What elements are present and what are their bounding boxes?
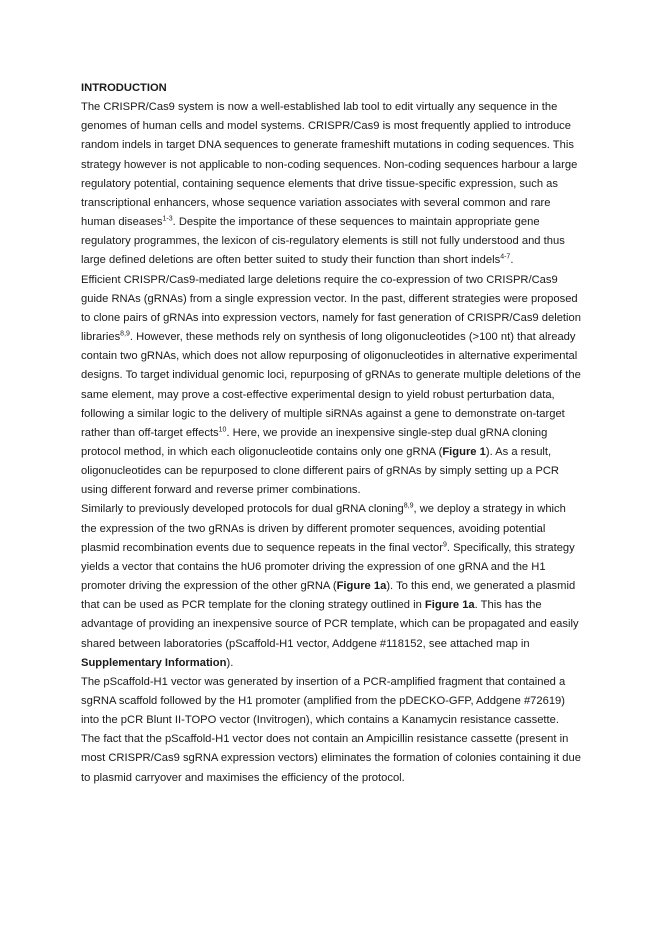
- figure-ref: Figure 1: [442, 445, 486, 458]
- text-segment: ). To this end, we generated a plasmid that can be used as PCR template for the cloning strategy outlined in: [81, 580, 576, 612]
- paragraph-vector: [81, 673, 581, 788]
- text-segment: . Despite the importance of these sequences to maintain appropriate gene regulatory programmes, the lexicon of cis-regulatory elements is still not fully understood and thus large defined deletions are often better suited to study their function than short indels: [81, 216, 565, 267]
- section-heading: INTRODUCTION: [81, 82, 167, 94]
- text-segment: The pScaffold-H1 vector was generated by insertion of a PCR-amplified fragment that contained a sgRNA scaffold followed by the H1 promoter (amplified from the pDECKO-GFP, Addgene #72619) into the pCR Blunt II-TOPO vector (Invitrogen), which contains a Kanamycin resistance cassette. The fact that the pScaffold-H1 vector does not contain an Ampicillin resistance cassette (present in most CRISPR/Cas9 sgRNA expression vectors) eliminates the formation of colonies containing it due to plasmid carryover and maximises the efficiency of the protocol.: [81, 675, 581, 784]
- supplementary-ref: Supplementary Information: [81, 656, 227, 669]
- text-segment: ).: [226, 656, 234, 669]
- figure-ref: Figure 1a: [424, 599, 475, 612]
- text-segment: ). As a result, oligonucleotides can be repurposed to clone different pairs of gRNAs by simply setting up a PCR using different forward and reverse primer combinations.: [81, 445, 560, 497]
- text-segment: The CRISPR/Cas9 system is now a well-established lab tool to edit virtually any sequence in the genomes of human cells and model systems. CRISPR/Cas9 is most frequently applied to introduce random indels in target DNA sequences to generate frameshift mutations in coding sequences. This strategy however is not applicable to non-coding sequences. Non-coding sequences harbour a large regulatory potential, containing sequence elements that drive tissue-specific expression, such as transcriptional enhancers, whose sequence variation associates with several common and rare human diseases: [81, 101, 578, 229]
- text-segment: Efficient CRISPR/Cas9-mediated large deletions require the co-expression of two CRISPR/Cas9 guide RNAs (gRNAs) from a single expression vector. In the past, different strategies were proposed to clone pairs of gRNAs into expression vectors, namely for fast generation of CRISPR/Cas9 deletion libraries: [81, 273, 581, 344]
- text-segment: . This has the advantage of providing an inexpensive source of PCR template, which can be propagated and easily shared between laboratories (pScaffold-H1 vector, Addgene #118152, see attached map in: [81, 599, 579, 650]
- figure-ref: Figure 1a: [336, 580, 387, 593]
- document-page: [81, 79, 581, 788]
- paragraph-deletions: [81, 271, 581, 501]
- citation-ref: 1-3: [162, 215, 173, 223]
- text-segment: . However, these methods rely on synthesis of long oligonucleotides (>100 nt) that already contain two gRNAs, which does not allow repurposing of oligonucleotides in alternative experimental designs. To target individual genomic loci, repurposing of gRNAs to generate multiple deletions of the same element, may prove a cost-effective experimental design to yield robust perturbation data, following a similar logic to the delivery of multiple siRNAs against a gene to demonstrate on-target rather than off-target effects: [81, 331, 581, 439]
- paragraph-intro: [81, 98, 581, 270]
- text-segment: . Specifically, this strategy yields a vector that contains the hU6 promoter driving the expression of one gRNA and the H1 promoter driving the expression of the other gRNA (: [81, 541, 575, 593]
- citation-ref: 8,9: [120, 330, 130, 338]
- citation-ref: 9: [442, 541, 447, 549]
- citation-ref: 8,9: [403, 502, 414, 510]
- text-segment: , we deploy a strategy in which the expression of the two gRNAs is driven by different promoter sequences, avoiding potential plasmid recombination events due to sequence repeats in the final vector: [81, 503, 566, 554]
- text-segment: . Here, we provide an inexpensive single-step dual gRNA cloning protocol method, in which each oligonucleotide contains only one gRNA (: [81, 426, 548, 458]
- text-segment: Similarly to previously developed protocols for dual gRNA cloning: [81, 503, 404, 516]
- citation-ref: 4-7: [500, 253, 511, 261]
- paragraph-strategy: [81, 500, 581, 672]
- citation-ref: 10: [218, 426, 227, 434]
- text-segment: .: [510, 254, 514, 267]
